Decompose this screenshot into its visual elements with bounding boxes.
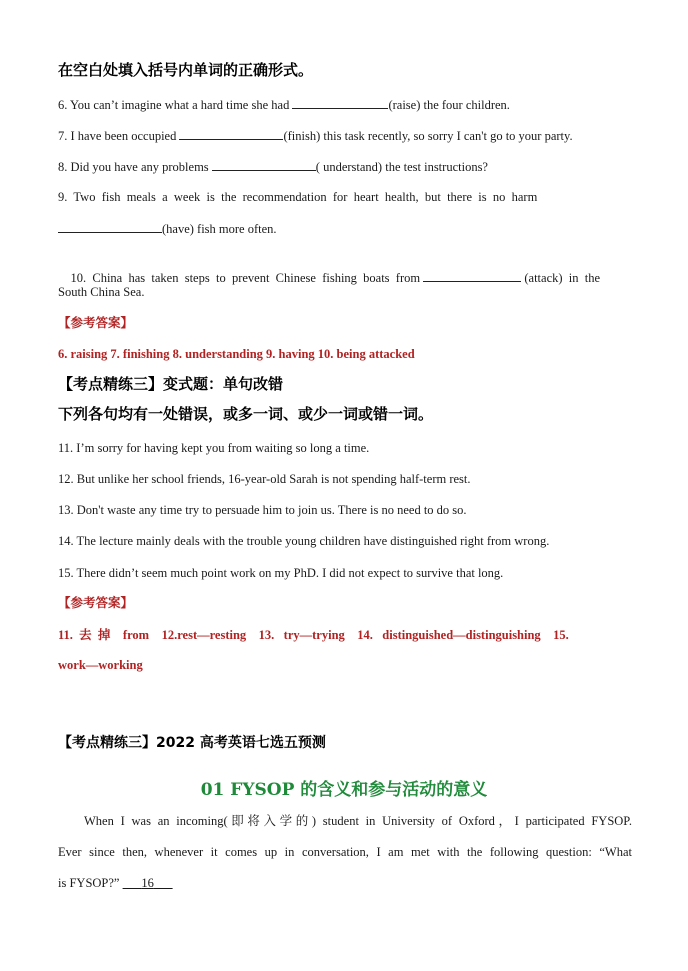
question-8-text: 8. Did you have any problems	[58, 160, 212, 174]
question-6-hint: (raise) the four children.	[388, 98, 510, 112]
question-8	[58, 158, 488, 175]
blank-number-16: 16	[141, 876, 154, 890]
answer-blank-16[interactable]	[123, 876, 173, 890]
answer-blank-7[interactable]	[179, 127, 283, 140]
question-6-text: 6. You can’t imagine what a hard time she had	[58, 98, 293, 112]
answer-blank-8[interactable]	[212, 158, 316, 171]
question-10-line2: South China Sea.	[58, 285, 145, 299]
answer-blank-6[interactable]	[292, 96, 388, 109]
answer-label-2: 【参考答案】	[58, 595, 134, 610]
passage-line-1: When I was an incoming(即将入学的) student in University of Oxford，I participated FYSOP.	[84, 814, 632, 828]
answer-text-2-line1: 11. 去 掉 from 12.rest—resting 13. try—trying 14. distinguished—distinguishing 15.	[58, 628, 569, 642]
question-10-hint: (attack) in the	[521, 271, 601, 285]
question-15: 15. There didn’t seem much point work on my PhD. I did not expect to survive that long.	[58, 566, 504, 580]
question-7	[58, 127, 573, 144]
answer-blank-10[interactable]	[423, 269, 521, 282]
passage-line-3-text: is FYSOP?”	[58, 876, 123, 890]
question-9-line2	[58, 220, 277, 237]
question-9-line1: 9. Two fish meals a week is the recommendation for heart health, but there is no harm	[58, 190, 538, 204]
passage-title: 01 FYSOP 的含义和参与活动的意义	[200, 780, 488, 800]
question-8-hint: ( understand) the test instructions?	[315, 160, 488, 174]
passage-paragraph	[58, 806, 632, 899]
passage-line-3	[58, 868, 632, 899]
answer-text-2-line2: work—working	[58, 658, 143, 672]
fill-in-instruction: 在空白处填入括号内单词的正确形式。	[58, 61, 314, 79]
question-7-text: 7. I have been occupied	[58, 129, 180, 143]
question-10-text: 10. China has taken steps to prevent Chinese fishing boats from	[70, 271, 424, 285]
question-11: 11. I’m sorry for having kept you from waiting so long a time.	[58, 441, 370, 455]
correction-instruction: 下列各句均有一处错误，或多一词、或少一词或错一词。	[58, 405, 434, 423]
question-9-hint: (have) fish more often.	[162, 222, 277, 236]
question-13: 13. Don't waste any time try to persuade him to join us. There is no need to do so.	[58, 503, 467, 517]
answer-blank-9[interactable]	[58, 220, 162, 233]
section-title-correction: 【考点精练三】变式题：单句改错	[58, 375, 284, 393]
answer-label-1: 【参考答案】	[58, 315, 134, 330]
question-14: 14. The lecture mainly deals with the trouble young children have distinguished right from wrong.	[58, 534, 550, 548]
section-title-seven-five: 【考点精练三】2022 高考英语七选五预测	[58, 735, 326, 751]
answer-text-1: 6. raising 7. finishing 8. understanding 9. having 10. being attacked	[58, 347, 415, 361]
question-6	[58, 96, 510, 113]
question-12: 12. But unlike her school friends, 16-year-old Sarah is not spending half-term rest.	[58, 472, 471, 486]
passage-line-2: Ever since then, whenever it comes up in conversation, I am met with the following question: “What	[58, 845, 632, 859]
question-7-hint: (finish) this task recently, so sorry I can't go to your party.	[283, 129, 573, 143]
